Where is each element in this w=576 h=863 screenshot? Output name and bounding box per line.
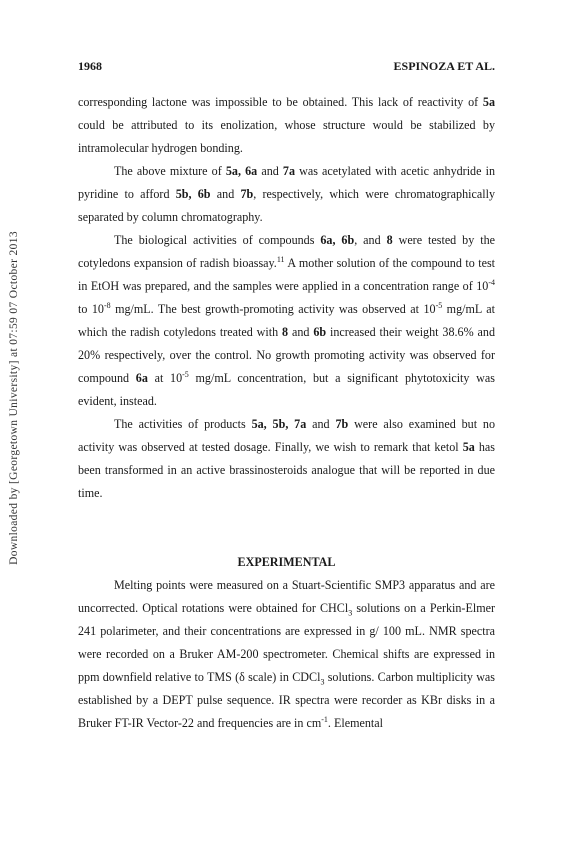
exponent: -4 [488, 277, 495, 287]
text-run: and [306, 417, 336, 431]
spacer [78, 505, 495, 528]
exponent: -1 [321, 714, 328, 724]
text-run: solutions on a Perkin-Elmer 241 polarimeter, and their concentrations are expressed in g/ 100 mL. NMR spectra were recorded on a Bruker AM-200 spectrometer. Chemical shifts are expressed in ppm downfield relative to TMS (δ scale) in CDCl [78, 601, 495, 684]
section-heading-experimental: EXPERIMENTAL [237, 555, 336, 569]
text-run: The activities of products [114, 417, 252, 431]
subscript: 3 [348, 608, 353, 618]
download-watermark-text: Downloaded by [Georgetown University] at 07:59 07 October 2013 [8, 231, 20, 565]
text-run: Melting points were measured on a Stuart-Scientific SMP3 apparatus and are uncorrected. Optical rotations were obtained for CHCl [78, 578, 495, 615]
text-run: , respectively, which were chromatographically separated by column chromatography. [78, 187, 496, 224]
compound-ref: 5a [482, 95, 495, 109]
paragraph-3 [78, 229, 495, 413]
exponent: -5 [182, 369, 189, 379]
download-watermark [6, 150, 22, 650]
text-run: was acetylated with acetic anhydride in pyridine to afford [78, 164, 496, 201]
compound-ref: 5a, 5b, 7a [251, 417, 307, 431]
text-run: has been transformed in an active brassinosteroids analogue that will be reported in due time. [78, 440, 495, 500]
compound-ref: 7a [282, 164, 295, 178]
text-run: could be attributed to its enolization, whose structure would be stabilized by intramolecular hydrogen bonding. [78, 118, 495, 155]
page-header [78, 59, 495, 75]
exponent: -8 [103, 300, 111, 310]
compound-ref: 7b [335, 417, 349, 431]
text-run: The biological activities of compounds [114, 233, 321, 247]
exponent: -5 [435, 300, 443, 310]
text-run: and [288, 325, 314, 339]
compound-ref: 5b, 6b [175, 187, 211, 201]
paragraph-experimental [78, 574, 495, 735]
text-run: to 10 [78, 302, 104, 316]
text-run: mg/mL concentration, but a significant phytotoxicity was evident, instead. [78, 371, 495, 408]
text-run: increased their weight 38.6% and 20% respectively, over the control. No growth promoting activity was observed for compound [78, 325, 495, 385]
citation-ref: 11 [276, 254, 285, 264]
text-run: . Elemental [327, 716, 383, 730]
text-run: and [257, 164, 283, 178]
text-run: mg/mL. The best growth-promoting activity was observed at 10 [110, 302, 436, 316]
compound-ref: 6a [135, 371, 148, 385]
text-run: corresponding lactone was impossible to be obtained. This lack of reactivity of [78, 95, 483, 109]
compound-ref: 8 [282, 325, 289, 339]
compound-ref: 6a, 6b [320, 233, 355, 247]
compound-ref: 7b [240, 187, 254, 201]
text-run: The above mixture of [114, 164, 226, 178]
text-run: solutions. Carbon multiplicity was established by a DEPT pulse sequence. IR spectra were recorder as KBr disks in a Bruker FT-IR Vector-22 and frequencies are in cm [78, 670, 495, 730]
compound-ref: 5a, 6a [225, 164, 258, 178]
article-body [78, 91, 495, 735]
text-run: were also examined but no activity was observed at tested dosage. Finally, we wish to remark that ketol [78, 417, 495, 454]
compound-ref: 8 [386, 233, 393, 247]
running-title: ESPINOZA ET AL. [393, 59, 495, 73]
compound-ref: 6b [313, 325, 327, 339]
subscript: 3 [320, 677, 325, 687]
text-run: A mother solution of the compound to test in EtOH was prepared, and the samples were applied in a concentration range of 10 [78, 256, 496, 293]
page-number: 1968 [78, 59, 102, 73]
text-run: mg/mL at which the radish cotyledons treated with [78, 302, 496, 339]
paragraph-1 [78, 91, 495, 160]
paragraph-4 [78, 413, 495, 505]
text-run: at 10 [147, 371, 183, 385]
compound-ref: 5a [462, 440, 475, 454]
paragraph-2 [78, 160, 495, 229]
text-run: , and [354, 233, 387, 247]
text-run: were tested by the cotyledons expansion of radish bioassay. [78, 233, 495, 270]
text-run: and [210, 187, 241, 201]
